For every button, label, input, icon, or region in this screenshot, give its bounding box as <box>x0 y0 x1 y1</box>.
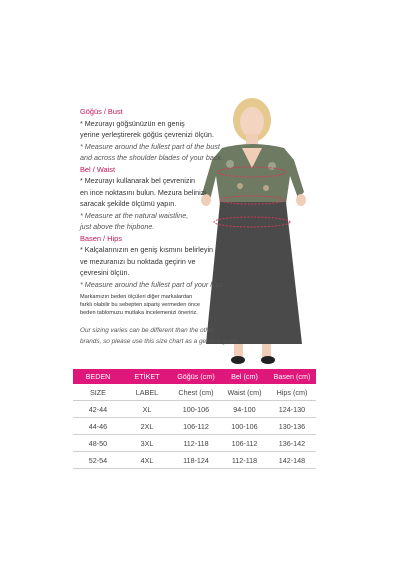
header-hips: Hips (cm) <box>268 384 316 401</box>
cell-chest: 112-118 <box>171 435 221 452</box>
cell-chest: 100-106 <box>171 401 221 418</box>
cell-waist: 94-100 <box>221 401 268 418</box>
bust-instruction-en-1: * Measure around the fullest part of the bust <box>80 141 220 151</box>
header-waist: Waist (cm) <box>221 384 268 401</box>
model-shoe-right <box>261 356 275 364</box>
table-row <box>73 418 316 435</box>
waist-instruction-en-2: just above the hipbone. <box>80 222 155 231</box>
hips-instruction-en-1: * Measure around the fullest part of your hips. <box>80 279 226 289</box>
bust-instruction-tr-2: yerine yerleştirerek göğüs çevrenizi ölçün. <box>80 130 214 139</box>
cell-chest: 106-112 <box>171 418 221 435</box>
table-header-tr <box>73 369 316 384</box>
table-header-en <box>73 384 316 401</box>
brand-note-tr-2: farklı olabilir bu sebepten sipariş vermeden önce <box>80 302 201 309</box>
cell-label: 2XL <box>123 418 171 435</box>
waist-instruction-tr-1: * Mezurayı kullanarak bel çevrenizin <box>80 176 196 185</box>
waist-heading: Bel / Waist <box>80 164 116 174</box>
header-chest: Chest (cm) <box>171 384 221 401</box>
header-basen: Basen (cm) <box>268 369 316 384</box>
brand-note-tr <box>80 293 280 318</box>
cell-waist: 100-106 <box>221 418 268 435</box>
cell-waist: 112-118 <box>221 452 268 469</box>
cell-label: 3XL <box>123 435 171 452</box>
brand-note-tr-1: Markamızın beden ölçüleri diğer markalardan <box>80 294 193 300</box>
header-beden: BEDEN <box>73 369 123 384</box>
waist-instruction-tr-3: saracak şekilde ölçümü yapın. <box>80 199 177 208</box>
bust-instruction-tr-1: * Mezurayı göğsünüzün en geniş <box>80 118 185 128</box>
bust-instruction-en-2: and across the shoulder blades of your back. <box>80 153 224 162</box>
waist-instruction-tr-2: en ince noktasını bulun. Mezura belinizi <box>80 187 206 197</box>
table-row <box>73 435 316 452</box>
hips-instruction-tr-3: çevresini ölçün. <box>80 268 130 277</box>
hips-instruction-tr-1: * Kalçalarınızın en geniş kısmını belirleyin <box>80 245 214 254</box>
header-etiket: ETİKET <box>123 369 171 384</box>
cell-size: 42-44 <box>73 401 123 418</box>
brand-note-en-2: brands, so please use this size chart as a general guide. <box>80 338 240 345</box>
brand-note-en <box>80 325 280 347</box>
cell-size: 44-46 <box>73 418 123 435</box>
cell-hips: 130-136 <box>268 418 316 435</box>
hips-heading: Basen / Hips <box>80 233 122 243</box>
size-chart-table <box>73 369 316 469</box>
brand-note-en-1: Our sizing varies can be different than the other <box>80 327 215 334</box>
cell-size: 48-50 <box>73 435 123 452</box>
cell-label: XL <box>123 401 171 418</box>
model-shoe-left <box>231 356 245 364</box>
waist-instruction-en-1: * Measure at the natural waistline, <box>80 210 189 220</box>
header-gogus: Göğüs (cm) <box>171 369 221 384</box>
cell-hips: 124-130 <box>268 401 316 418</box>
cell-hips: 136-142 <box>268 435 316 452</box>
cell-hips: 142-148 <box>268 452 316 469</box>
header-bel: Bel (cm) <box>221 369 268 384</box>
table-row <box>73 401 316 418</box>
cell-waist: 106-112 <box>221 435 268 452</box>
header-size: SIZE <box>73 384 123 401</box>
table-row <box>73 452 316 469</box>
bust-heading: Göğüs / Bust <box>80 107 123 116</box>
cell-size: 52-54 <box>73 452 123 469</box>
cell-label: 4XL <box>123 452 171 469</box>
hips-instruction-tr-2: ve mezuranızı bu noktada geçirin ve <box>80 256 196 266</box>
measurement-guide <box>80 106 330 290</box>
brand-note-tr-3: beden tablomuzu mutlaka incelemenizi öneririz. <box>80 310 198 317</box>
cell-chest: 118-124 <box>171 452 221 469</box>
header-label: LABEL <box>123 384 171 401</box>
